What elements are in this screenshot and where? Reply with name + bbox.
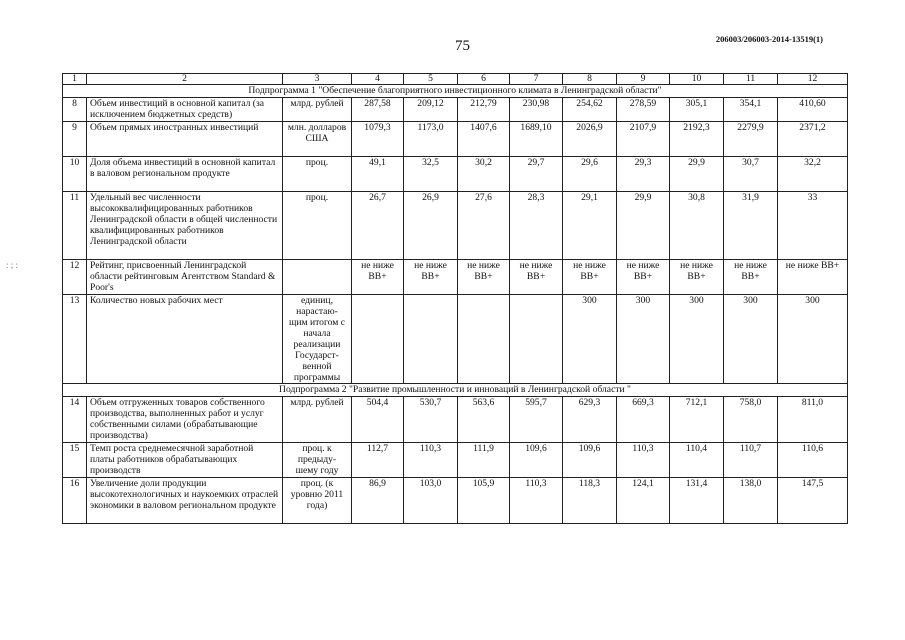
indicator-value: 111,9 [458,443,510,478]
indicator-value: 563,6 [458,397,510,443]
indicator-value: 254,62 [563,98,617,122]
indicator-value: 110,3 [510,478,563,524]
indicator-value: 86,9 [352,478,404,524]
indicator-value: 32,5 [404,157,458,192]
subprogram-1-row [63,85,848,98]
indicator-name: Увеличение доли продукции высокотехнологичных и наукоемких отраслей экономики в валовом региональном продукте [87,478,283,524]
indicator-value: 2192,3 [670,122,724,157]
indicator-value: 669,3 [617,397,670,443]
indicator-value: 30,2 [458,157,510,192]
indicator-name: Удельный вес численности высококвалифицированных работников Ленинградской области в общей численности квалифицированных работников Ленинградской области [87,192,283,260]
indicator-value: 29,6 [563,157,617,192]
indicator-value: не ниже BB+ [778,260,848,295]
indicator-value: 300 [778,295,848,384]
indicator-value [404,295,458,384]
indicator-name: Количество новых рабочих мест [87,295,283,384]
indicator-name: Доля объема инвестиций в основной капитал в валовом региональном продукте [87,157,283,192]
indicator-value: 2279,9 [724,122,778,157]
indicator-value: 300 [724,295,778,384]
indicator-value: 595,7 [510,397,563,443]
indicator-value: 811,0 [778,397,848,443]
indicator-value: не ниже BB+ [563,260,617,295]
indicator-value: 26,7 [352,192,404,260]
indicator-value: не ниже BB+ [617,260,670,295]
indicator-value: 110,4 [670,443,724,478]
indicator-value: не ниже BB+ [404,260,458,295]
indicator-value: не ниже BB+ [670,260,724,295]
indicator-value: 112,7 [352,443,404,478]
page-number: 75 [455,38,470,54]
indicator-value: 212,79 [458,98,510,122]
indicator-value [510,295,563,384]
row-number: 9 [63,122,87,157]
indicator-value: 138,0 [724,478,778,524]
table-row [63,157,848,192]
indicator-value: 504,4 [352,397,404,443]
row-number: 11 [63,192,87,260]
header-cell: 12 [778,74,848,85]
table-row [63,192,848,260]
indicator-value: 30,8 [670,192,724,260]
table-row [63,122,848,157]
indicator-value: 124,1 [617,478,670,524]
row-number: 16 [63,478,87,524]
margin-mark: : ; : [6,260,19,270]
document-code: 206003/206003-2014-13519(1) [715,34,823,44]
row-number: 8 [63,98,87,122]
indicator-value: 110,3 [404,443,458,478]
indicator-value: 28,3 [510,192,563,260]
unit-of-measure: проц. [283,192,352,260]
indicator-value [352,295,404,384]
indicator-value: 758,0 [724,397,778,443]
indicator-value: 26,9 [404,192,458,260]
indicator-value: 712,1 [670,397,724,443]
indicator-value: не ниже BB+ [510,260,563,295]
indicator-value: 278,59 [617,98,670,122]
unit-of-measure: млн. долларов США [283,122,352,157]
indicator-value: 29,3 [617,157,670,192]
indicators-table [62,73,848,524]
unit-of-measure [283,260,352,295]
header-cell: 10 [670,74,724,85]
indicator-value: 1173,0 [404,122,458,157]
indicator-value: 147,5 [778,478,848,524]
indicator-value: 300 [617,295,670,384]
row-number: 10 [63,157,87,192]
header-cell: 1 [63,74,87,85]
indicator-value: 33 [778,192,848,260]
indicator-value: 29,1 [563,192,617,260]
indicator-value: 49,1 [352,157,404,192]
indicator-value: 300 [670,295,724,384]
indicator-name: Рейтинг, присвоенный Ленинградской области рейтинговым Агентством Standard & Poor's [87,260,283,295]
indicator-value: 32,2 [778,157,848,192]
indicator-value: 110,6 [778,443,848,478]
indicator-name: Объем отгруженных товаров собственного производства, выполненных работ и услуг собственными силами (обрабатывающие производства) [87,397,283,443]
subprogram-2-title: Подпрограмма 2 "Развитие промышленности и инноваций в Ленинградской области " [63,384,848,397]
unit-of-measure: проц. (к уровню 2011 года) [283,478,352,524]
indicator-value: 2371,2 [778,122,848,157]
indicator-value: 30,7 [724,157,778,192]
table-row [63,397,848,443]
unit-of-measure: проц. к предыду- шему году [283,443,352,478]
table-row [63,443,848,478]
unit-of-measure: млрд. рублей [283,98,352,122]
indicator-value: не ниже BB+ [458,260,510,295]
table-row [63,478,848,524]
header-cell: 5 [404,74,458,85]
header-cell: 4 [352,74,404,85]
indicator-value [458,295,510,384]
indicator-value: 300 [563,295,617,384]
indicator-value: 530,7 [404,397,458,443]
row-number: 15 [63,443,87,478]
indicator-name: Объем прямых иностранных инвестиций [87,122,283,157]
indicator-value: 1407,6 [458,122,510,157]
indicator-value: 131,4 [670,478,724,524]
table-row [63,260,848,295]
row-number: 14 [63,397,87,443]
table-row [63,98,848,122]
indicator-value: 29,7 [510,157,563,192]
indicator-value: 1079,3 [352,122,404,157]
indicator-value: 2107,9 [617,122,670,157]
header-cell: 11 [724,74,778,85]
indicator-name: Темп роста среднемесячной заработной платы работников обрабатывающих производств [87,443,283,478]
unit-of-measure: проц. [283,157,352,192]
row-number: 12 [63,260,87,295]
indicator-value: 105,9 [458,478,510,524]
subprogram-1-title: Подпрограмма 1 "Обеспечение благоприятного инвестиционного климата в Ленинградской области" [63,85,848,98]
indicator-value: 109,6 [563,443,617,478]
indicator-value: не ниже BB+ [724,260,778,295]
header-cell: 3 [283,74,352,85]
table-row [63,295,848,384]
header-cell: 7 [510,74,563,85]
unit-of-measure: млрд. рублей [283,397,352,443]
indicator-value: 354,1 [724,98,778,122]
indicator-value: 109,6 [510,443,563,478]
indicator-value: 29,9 [617,192,670,260]
column-number-header [63,74,848,85]
header-cell: 8 [563,74,617,85]
indicator-name: Объем инвестиций в основной капитал (за исключением бюджетных средств) [87,98,283,122]
header-cell: 2 [87,74,283,85]
indicator-value: 209,12 [404,98,458,122]
indicator-value: 110,7 [724,443,778,478]
indicator-value: 287,58 [352,98,404,122]
indicator-value: 27,6 [458,192,510,260]
indicator-value: 2026,9 [563,122,617,157]
indicator-value: 410,60 [778,98,848,122]
indicator-value: 1689,10 [510,122,563,157]
row-number: 13 [63,295,87,384]
indicator-value: 230,98 [510,98,563,122]
indicator-value: не ниже BB+ [352,260,404,295]
indicator-value: 31,9 [724,192,778,260]
header-cell: 6 [458,74,510,85]
unit-of-measure: единиц, нарастаю- щим итогом с начала реализации Государст- венной программы [283,295,352,384]
header-cell: 9 [617,74,670,85]
indicator-value: 29,9 [670,157,724,192]
indicator-value: 305,1 [670,98,724,122]
indicator-value: 103,0 [404,478,458,524]
indicator-value: 629,3 [563,397,617,443]
indicator-value: 118,3 [563,478,617,524]
subprogram-2-row [63,384,848,397]
indicator-value: 110,3 [617,443,670,478]
